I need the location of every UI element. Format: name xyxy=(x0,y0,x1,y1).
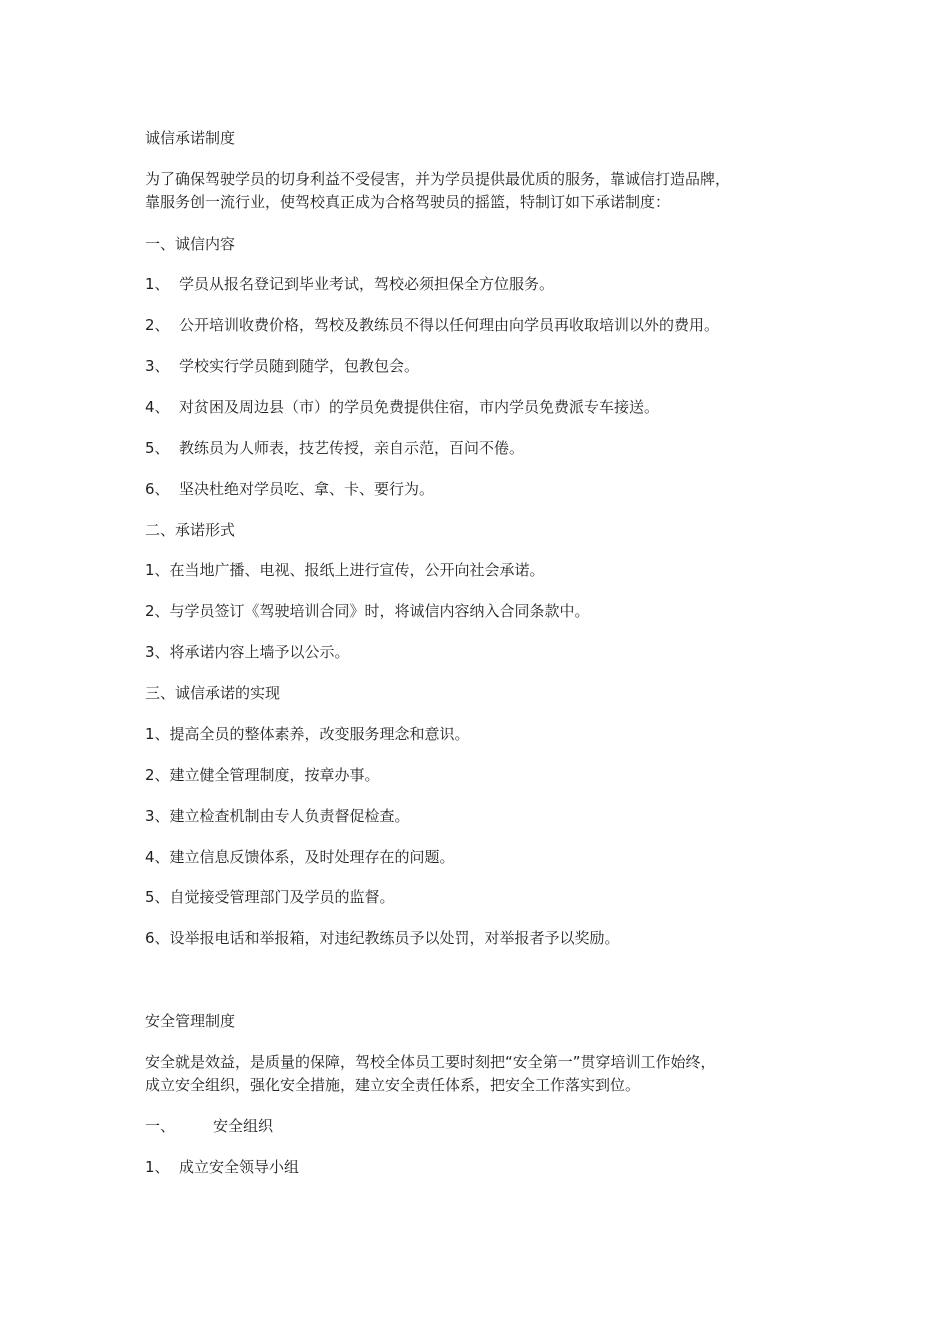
list-item-number: 2、 xyxy=(145,316,170,334)
list-item: 4、建立信息反馈体系，及时处理存在的问题。 xyxy=(145,848,455,866)
list-item-text: 公开培训收费价格，驾校及教练员不得以任何理由向学员再收取培训以外的费用。 xyxy=(179,316,720,334)
list-item: 3、建立检查机制由专人负责督促检查。 xyxy=(145,807,410,825)
list-item-text: 对贫困及周边县（市）的学员免费提供住宿，市内学员免费派专车接送。 xyxy=(179,398,660,416)
list-item xyxy=(145,1155,299,1179)
list-item: 1、提高全员的整体素养，改变服务理念和意识。 xyxy=(145,725,470,743)
heading-text: 安全组织 xyxy=(213,1117,274,1135)
intro-paragraph-line: 为了确保驾驶学员的切身利益不受侵害，并为学员提供最优质的服务，靠诚信打造品牌， xyxy=(145,170,731,188)
list-item: 2、建立健全管理制度，按章办事。 xyxy=(145,766,380,784)
list-item: 1、在当地广播、电视、报纸上进行宣传，公开向社会承诺。 xyxy=(145,561,545,579)
list-item-number: 6、 xyxy=(145,480,170,498)
list-item xyxy=(145,313,719,337)
heading-commitment-realization: 三、诚信承诺的实现 xyxy=(145,684,281,702)
list-item-text: 坚决杜绝对学员吃、拿、卡、要行为。 xyxy=(179,480,435,498)
heading-commitment-form: 二、承诺形式 xyxy=(145,521,236,539)
section-title-safety: 安全管理制度 xyxy=(145,1012,236,1030)
heading-safety-organization xyxy=(145,1114,273,1138)
list-item xyxy=(145,354,419,378)
list-item xyxy=(145,477,434,501)
list-item: 5、自觉接受管理部门及学员的监督。 xyxy=(145,888,395,906)
intro-paragraph-line: 靠服务创一流行业，使驾校真正成为合格驾驶员的摇篮，特制订如下承诺制度： xyxy=(145,193,671,211)
list-item: 3、将承诺内容上墙予以公示。 xyxy=(145,643,350,661)
list-item-number: 1、 xyxy=(145,1158,170,1176)
list-item xyxy=(145,436,524,460)
list-item: 2、与学员签订《驾驶培训合同》时，将诚信内容纳入合同条款中。 xyxy=(145,602,590,620)
list-item-text: 成立安全领导小组 xyxy=(179,1158,300,1176)
list-item-text: 教练员为人师表，技艺传授，亲自示范，百问不倦。 xyxy=(179,439,525,457)
list-item xyxy=(145,272,554,296)
list-item: 6、设举报电话和举报箱，对违纪教练员予以处罚，对举报者予以奖励。 xyxy=(145,929,620,947)
intro-paragraph-line: 成立安全组织，强化安全措施，建立安全责任体系，把安全工作落实到位。 xyxy=(145,1076,641,1094)
heading-integrity-content: 一、诚信内容 xyxy=(145,235,236,253)
list-item-number: 3、 xyxy=(145,357,170,375)
list-item-number: 4、 xyxy=(145,398,170,416)
list-item-text: 学员从报名登记到毕业考试，驾校必须担保全方位服务。 xyxy=(179,275,555,293)
list-item-text: 学校实行学员随到随学，包教包会。 xyxy=(179,357,420,375)
list-item-number: 5、 xyxy=(145,439,170,457)
heading-number: 一、 xyxy=(145,1117,176,1135)
intro-paragraph-line: 安全就是效益，是质量的保障，驾校全体员工要时刻把“安全第一”贯穿培训工作始终， xyxy=(145,1053,716,1071)
section-title-integrity: 诚信承诺制度 xyxy=(145,129,236,147)
list-item-number: 1、 xyxy=(145,275,170,293)
list-item xyxy=(145,395,659,419)
